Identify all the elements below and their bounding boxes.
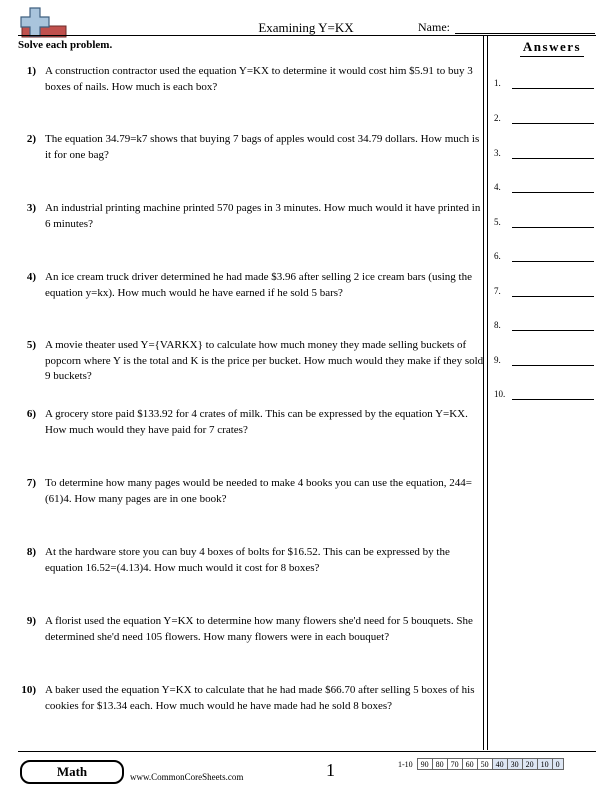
problem-number: 6) (26, 408, 36, 420)
answer-item (494, 182, 594, 192)
page-title: Examining Y=KX (258, 20, 354, 35)
problem-text: A construction contractor used the equation Y=KX to determine it would cost him $5.91 to buy 3 boxes of nails. How much is each box? (45, 65, 473, 93)
answer-line[interactable] (512, 158, 594, 159)
instructions: Solve each problem. (18, 39, 113, 51)
answer-number: 5. (494, 217, 501, 227)
answer-item (494, 320, 594, 330)
answer-line[interactable] (512, 88, 594, 89)
problem-number: 8) (26, 546, 36, 558)
answer-line[interactable] (512, 123, 594, 124)
answer-item (494, 217, 594, 227)
answer-line[interactable] (512, 330, 594, 331)
score-table (395, 758, 564, 770)
website-link[interactable]: www.CommonCoreSheets.com (130, 772, 244, 782)
problem-number: 2) (26, 133, 36, 145)
answer-number: 7. (494, 286, 501, 296)
problem-number: 4) (26, 271, 36, 283)
problem-number: 3) (26, 202, 36, 214)
score-row (395, 759, 563, 770)
answer-number: 6. (494, 251, 501, 261)
answer-number: 2. (494, 113, 501, 123)
name-field-line[interactable] (455, 33, 595, 34)
answer-number: 3. (494, 148, 501, 158)
problem-text: To determine how many pages would be needed to make 4 books you can use the equation, 244=(61)4. How many pages are in one book? (45, 477, 472, 505)
footer-rule (18, 751, 596, 752)
answer-number: 9. (494, 355, 501, 365)
answer-line[interactable] (512, 399, 594, 400)
answer-item (494, 113, 594, 123)
answer-line[interactable] (512, 296, 594, 297)
header-rule (18, 35, 596, 36)
answer-number: 10. (494, 389, 506, 399)
subject-badge: Math (20, 760, 124, 784)
answer-line[interactable] (512, 227, 594, 228)
problem-text: A baker used the equation Y=KX to calculate that he had made $66.70 after selling 5 boxes of his cookies for $13.34 each. How much would he have made had he sold 8 boxes? (45, 684, 475, 712)
answer-number: 8. (494, 320, 501, 330)
answer-number: 4. (494, 182, 501, 192)
problem-text: A movie theater used Y={VARKX} to calculate how much money they made selling buckets of popcorn where Y is the total and K is the price per bucket. How much would they make if they sold 9 buckets? (45, 339, 484, 382)
page-number: 1 (326, 760, 335, 780)
score-cell: 70 (447, 759, 462, 770)
column-divider (487, 35, 488, 750)
problem-text: An ice cream truck driver determined he had made $3.96 after selling 2 ice cream bars (using the equation y=kx). How much would he have earned if he sold 5 bars? (45, 271, 472, 299)
problem-number: 5) (26, 339, 36, 351)
problem-text: The equation 34.79=k7 shows that buying 7 bags of apples would cost 34.79 dollars. How much is it for one bag? (45, 133, 480, 161)
problem-number: 1) (26, 65, 36, 77)
problem-text: A grocery store paid $133.92 for 4 crates of milk. This can be expressed by the equation Y=KX. How much would they have paid for 7 crates? (45, 408, 468, 436)
answer-line[interactable] (512, 261, 594, 262)
answer-item (494, 251, 594, 261)
answer-item (494, 355, 594, 365)
score-cell: 10 (537, 759, 552, 770)
score-cell: 30 (507, 759, 522, 770)
problem-text: An industrial printing machine printed 570 pages in 3 minutes. How much would it have printed in 6 minutes? (45, 202, 481, 230)
answers-heading: Answers (522, 39, 582, 54)
answer-item (494, 389, 594, 399)
answer-item (494, 148, 594, 158)
answer-item (494, 286, 594, 296)
score-cell: 90 (417, 759, 432, 770)
score-cell: 20 (522, 759, 537, 770)
answer-number: 1. (494, 78, 501, 88)
answers-heading-underline (520, 56, 584, 57)
score-cell: 80 (432, 759, 447, 770)
answer-line[interactable] (512, 365, 594, 366)
score-cell: 60 (462, 759, 477, 770)
problem-number: 7) (26, 477, 36, 489)
problem-number: 10) (21, 684, 36, 696)
score-cell: 40 (492, 759, 507, 770)
problem-number: 9) (26, 615, 36, 627)
answer-item (494, 78, 594, 88)
score-cell: 0 (552, 759, 563, 770)
score-cell: 50 (477, 759, 492, 770)
score-range: 1-10 (398, 759, 413, 769)
problem-text: A florist used the equation Y=KX to determine how many flowers she'd need for 5 bouquets. She determined she'd need 105 flowers. How many flowers were in each bouquet? (45, 615, 473, 643)
answer-line[interactable] (512, 192, 594, 193)
name-label: Name: (418, 20, 450, 34)
problem-text: At the hardware store you can buy 4 boxes of bolts for $16.52. This can be expressed by the equation 16.52=(4.13)4. How much would it cost for 8 boxes? (45, 546, 450, 574)
